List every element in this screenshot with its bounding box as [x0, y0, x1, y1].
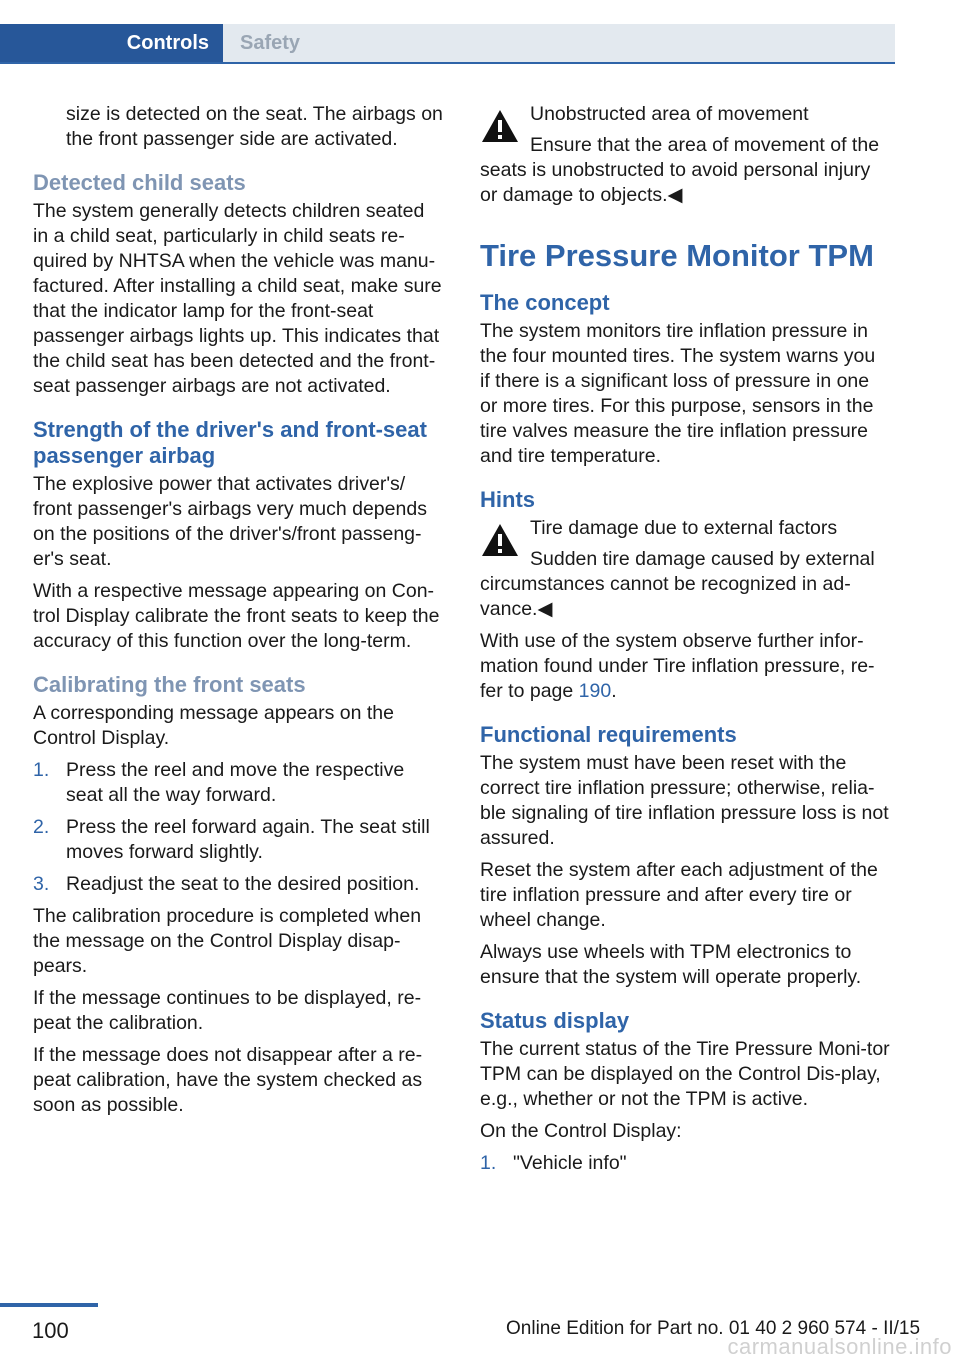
heading-hints: Hints: [480, 487, 535, 512]
tab-safety[interactable]: Safety: [240, 32, 301, 54]
list-item: [33, 872, 443, 897]
calibrate-paragraph: A corresponding message appears on the Control Display.: [33, 702, 394, 749]
done-paragraph-3: If the message does not disappear after a re‐peat calibration, have the system checked as soon as possible.: [33, 1044, 423, 1116]
list-item: [33, 815, 443, 865]
heading-airbag-strength: Strength of the driver's and front-seat passenger airbag: [33, 417, 427, 468]
done-paragraph-2: If the message continues to be displayed, re‐peat the calibration.: [33, 987, 422, 1034]
hints-text: With use of the system observe further infor‐mation found under Tire inflation pressure, re‐fer to page: [480, 630, 875, 702]
status-paragraph-2: On the Control Display:: [480, 1120, 682, 1142]
strength-paragraph-2: With a respective message appearing on Con‐trol Display calibrate the front seats to keep the accuracy of this function over the long-term.: [33, 580, 440, 652]
step-number: 2.: [33, 816, 50, 838]
func-paragraph-2: Reset the system after each adjustment of the tire inflation pressure and after every tire or wheel change.: [480, 859, 878, 931]
concept-paragraph: The system monitors tire inflation pressure in the four mounted tires. The system warns you if there is a significant loss of pressure in one or more tires. For this purpose, sensors in the tire valves measure the tire inflation pressure and tire temperature.: [480, 320, 876, 467]
page-number: 100: [32, 1318, 69, 1343]
heading-status-display: Status display: [480, 1008, 630, 1033]
watermark: carmanualsonline.info: [727, 1334, 952, 1359]
done-paragraph-1: The calibration procedure is completed when the message on the Control Display disap‐pears.: [33, 905, 422, 977]
heading-calibrating: Calibrating the front seats: [33, 672, 306, 697]
heading-tpm: Tire Pressure Monitor TPM: [480, 238, 874, 273]
hints-paragraph: [480, 629, 890, 704]
warning-title: Tire damage due to external factors: [530, 517, 838, 539]
edition-text: Online Edition for Part no. 01 40 2 960 574 - II/15: [506, 1318, 921, 1339]
heading-concept: The concept: [480, 290, 610, 315]
warning-triangle-icon: [480, 522, 520, 558]
func-paragraph-1: The system must have been reset with the correct tire inflation pressure; otherwise, relia‐ble signaling of tire inflation pressure loss is not assured.: [480, 752, 889, 849]
warning-triangle-icon: [480, 108, 520, 144]
detected-paragraph: The system generally detects children seated in a child seat, particularly in child seats re‐quired by NHTSA when the vehicle was manu‐factured. After installing a child seat, make sure that the indicator lamp for the front-seat passenger airbags lights up. This indicates that the child seat has been detected and the front-seat passenger airbags are not activated.: [33, 200, 442, 397]
warning-text: Sudden tire damage caused by external circumstances cannot be recognized in ad‐vance.◀: [480, 548, 875, 620]
tab-controls[interactable]: Controls: [0, 24, 223, 62]
heading-functional-requirements: Functional requirements: [480, 722, 737, 747]
right-column: [480, 102, 890, 1183]
warning-box-movement: [480, 102, 890, 208]
step-number: 3.: [33, 873, 50, 895]
list-item: [480, 1151, 890, 1176]
warning-title: Unobstructed area of movement: [530, 103, 809, 125]
intro-paragraph: size is detected on the seat. The airbags on the front passenger side are activated.: [66, 103, 443, 150]
page-link[interactable]: 190: [578, 680, 612, 702]
left-column: [33, 102, 443, 1125]
heading-detected-child-seats: Detected child seats: [33, 170, 246, 195]
status-steps: [480, 1151, 890, 1176]
func-paragraph-3: Always use wheels with TPM electronics to ensure that the system will operate properly.: [480, 941, 862, 988]
calibration-steps: [33, 758, 443, 897]
step-number: 1.: [33, 759, 50, 781]
step-number: 1.: [480, 1152, 497, 1174]
warning-box-tire-damage: [480, 516, 890, 622]
step-text: "Vehicle info": [513, 1152, 627, 1174]
status-paragraph-1: The current status of the Tire Pressure Moni‐tor TPM can be displayed on the Control Dis‐play, e.g., whether or not the TPM is active.: [480, 1038, 890, 1110]
step-text: Press the reel forward again. The seat still moves forward slightly.: [66, 816, 430, 863]
list-item: [33, 758, 443, 808]
hints-text-end: .: [611, 680, 617, 702]
footer-accent-bar: [0, 1303, 98, 1307]
step-text: Press the reel and move the respective seat all the way forward.: [66, 759, 405, 806]
step-text: Readjust the seat to the desired position.: [66, 873, 420, 895]
strength-paragraph-1: The explosive power that activates driver's/ front passenger's airbags very much depends on the positions of the driver's/front passeng‐er's seat.: [33, 473, 427, 570]
warning-text: Ensure that the area of movement of the seats is unobstructed to avoid personal injury or damage to objects.◀: [480, 134, 880, 206]
